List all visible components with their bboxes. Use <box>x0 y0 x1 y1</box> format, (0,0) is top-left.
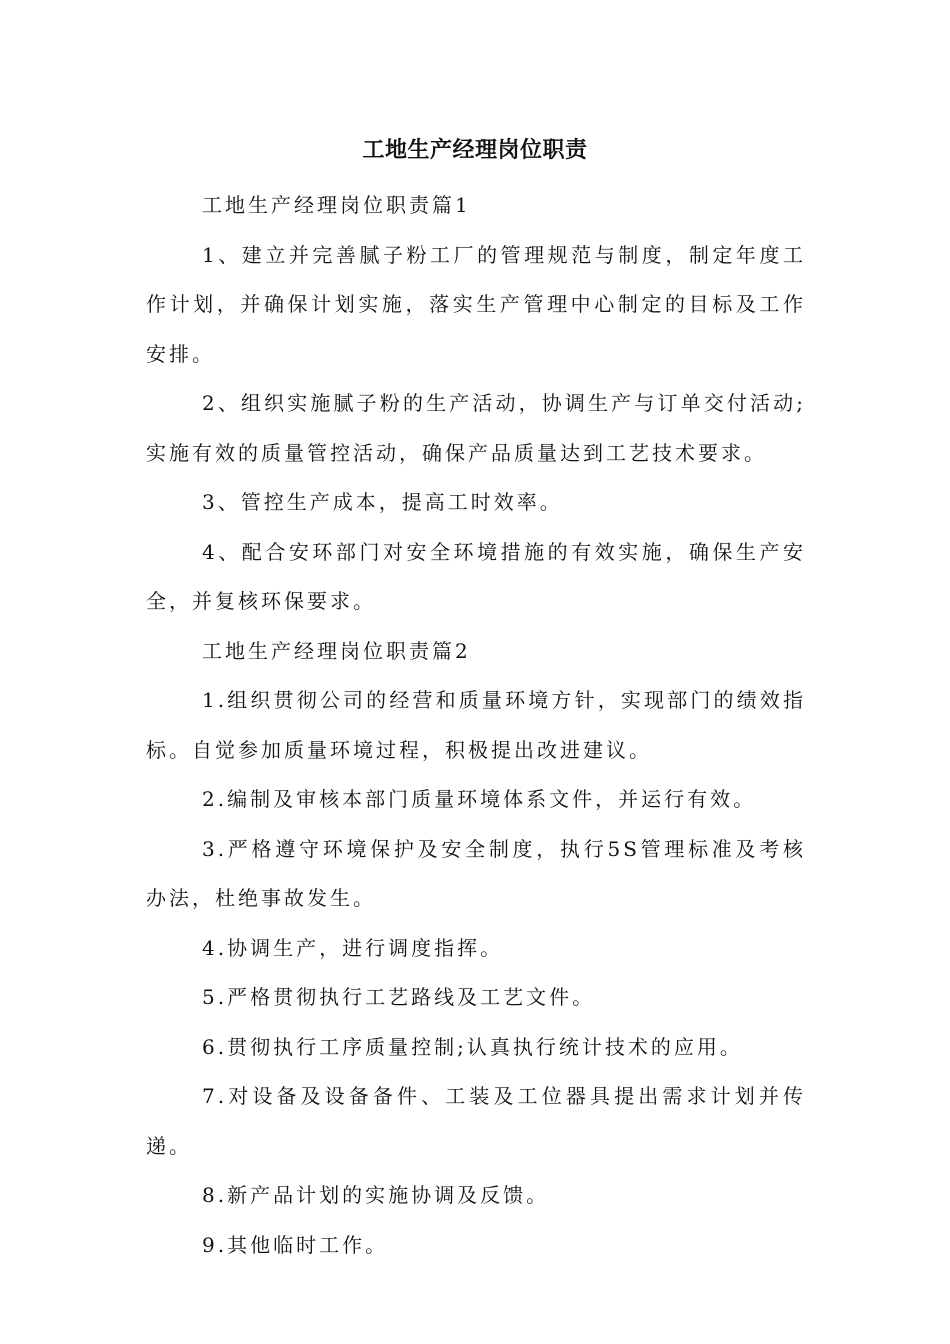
paragraph: 9.其他临时工作。 <box>202 1232 389 1257</box>
section-heading-2: 工地生产经理岗位职责篇2 <box>202 638 471 663</box>
section-heading-1: 工地生产经理岗位职责篇1 <box>202 193 471 217</box>
paragraph: 4.协调生产，进行调度指挥。 <box>202 935 504 960</box>
paragraph: 6.贯彻执行工序质量控制;认真执行统计技术的应用。 <box>202 1034 743 1059</box>
paragraph: 2、组织实施腻子粉的生产活动，协调生产与订单交付活动;实施有效的质量管控活动，确保产品质量达到工艺技术要求。 <box>146 391 806 465</box>
paragraph: 7.对设备及设备备件、工装及工位器具提出需求计划并传递。 <box>146 1084 806 1158</box>
paragraph: 3、管控生产成本，提高工时效率。 <box>202 490 563 514</box>
document-title: 工地生产经理岗位职责 <box>362 138 588 163</box>
paragraph: 1、建立并完善腻子粉工厂的管理规范与制度，制定年度工作计划，并确保计划实施，落实生产管理中心制定的目标及工作安排。 <box>146 242 806 366</box>
paragraph: 8.新产品计划的实施协调及反馈。 <box>202 1183 550 1207</box>
paragraph: 1.组织贯彻公司的经营和质量环境方针，实现部门的绩效指标。自觉参加质量环境过程，积极提出改进建议。 <box>146 688 806 762</box>
paragraph: 3.严格遵守环境保护及安全制度，执行5S管理标准及考核办法，杜绝事故发生。 <box>146 836 806 910</box>
paragraph: 2.编制及审核本部门质量环境体系文件，并运行有效。 <box>202 787 757 811</box>
document-body <box>146 181 806 1270</box>
paragraph: 4、配合安环部门对安全环境措施的有效实施，确保生产安全，并复核环保要求。 <box>146 539 806 613</box>
paragraph: 5.严格贯彻执行工艺路线及工艺文件。 <box>202 985 596 1009</box>
